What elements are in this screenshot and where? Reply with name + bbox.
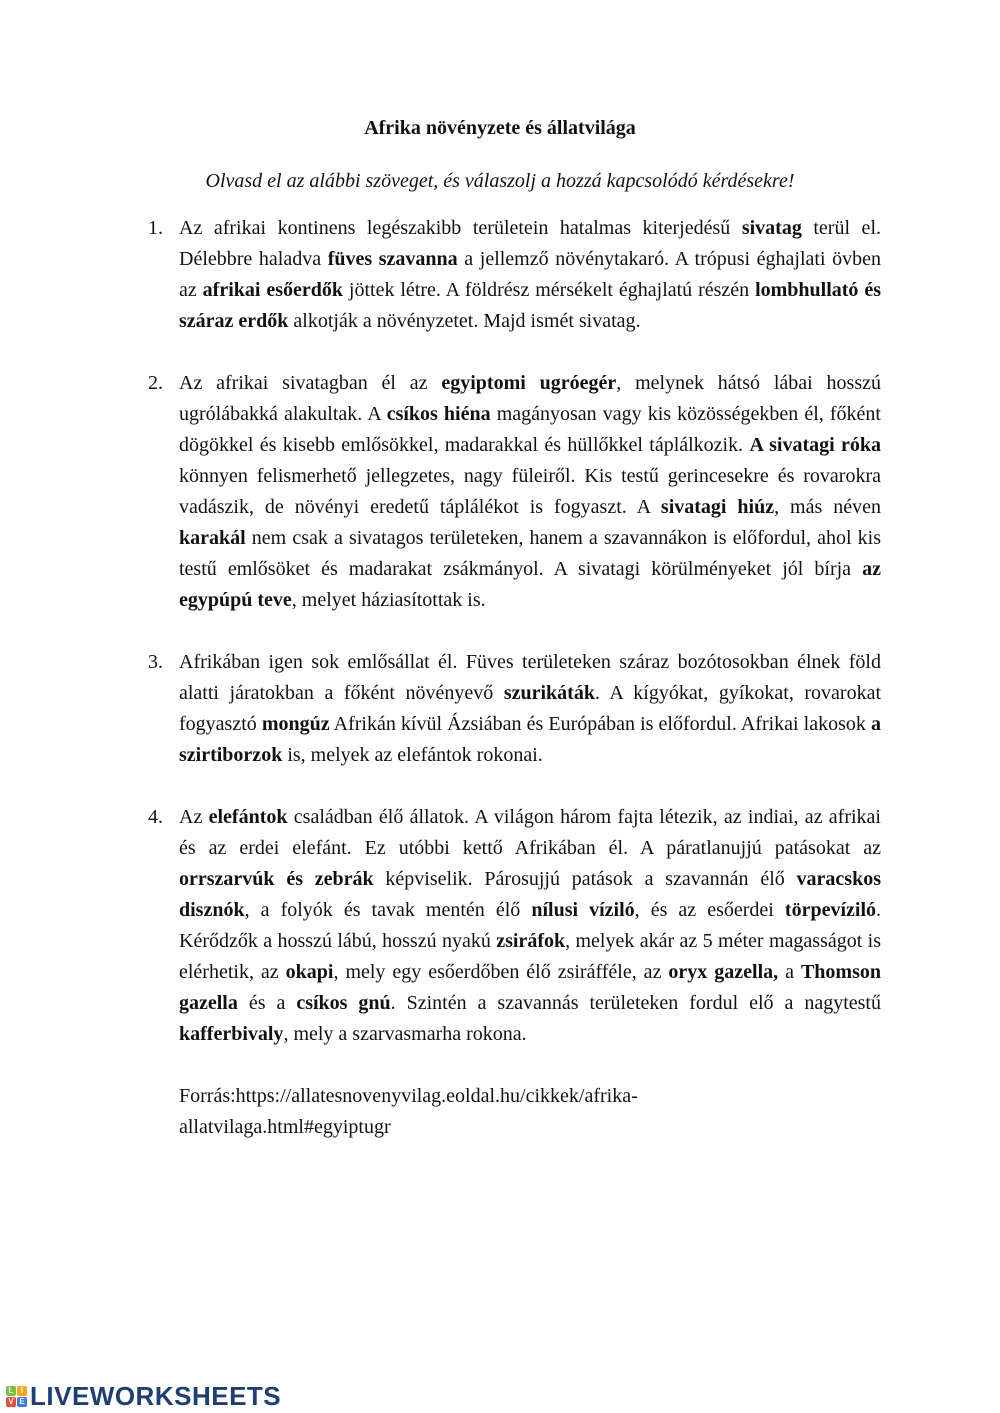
text-segment: könnyen felismerhető jellegzetes, nagy füleiről. Kis testű gerincesekre és rovarokra vadászik, de növényi eredetű táplálékot is fogyaszt. A	[179, 465, 881, 518]
text-segment: jöttek létre. A földrész mérsékelt éghajlatú részén	[343, 279, 756, 301]
logo-letter: I	[17, 1386, 27, 1396]
logo-letter: L	[6, 1386, 16, 1396]
text-segment: , a folyók és tavak mentén élő	[244, 899, 532, 921]
bold-term: afrikai esőerdők	[202, 279, 343, 301]
logo-text: LIVEWORKSHEETS	[30, 1381, 282, 1411]
bold-term: sivatag	[741, 217, 802, 239]
bold-term: füves szavanna	[327, 248, 458, 270]
text-segment: , melyek akár az 5 méter magasságot is elérhetik, az	[179, 930, 881, 983]
text-segment: nem csak a sivatagos területeken, hanem a szavannákon is előfordul, ahol kis testű emlősöket és madarakat zsákmányol. A sivatagi körülményeket jól bírja	[179, 527, 881, 580]
instructions: Olvasd el az alábbi szöveget, és válaszolj a hozzá kapcsolódó kérdésekre!	[205, 170, 795, 192]
text-segment: Afrikában igen sok emlősállat él. Füves területeken száraz bozótosokban élnek föld alatti járatokban a főként növényevő	[179, 651, 881, 704]
bold-term: A sivatagi róka	[749, 434, 881, 456]
text-segment: a	[778, 961, 801, 983]
paragraph-number: 1.	[148, 217, 163, 239]
numbered-paragraph	[148, 213, 882, 337]
text-segment: Az	[179, 806, 209, 828]
paragraph-number: 2.	[148, 372, 163, 394]
paragraph-number: 4.	[148, 806, 163, 828]
text-segment: terül el. Délebbre haladva	[179, 217, 881, 270]
bold-term: sivatagi hiúz	[660, 496, 775, 518]
text-segment: , és az esőerdei	[634, 899, 785, 921]
text-segment: és a	[237, 992, 297, 1014]
text-segment: a jellemző növénytakaró. A trópusi éghajlati övben az	[179, 248, 882, 301]
text-segment: képviselik. Párosujjú patások a szavannán élő	[373, 868, 797, 890]
bold-term: mongúz	[261, 713, 330, 735]
numbered-paragraph	[148, 647, 881, 771]
text-segment: Afrikán kívül Ázsiában és Európában is előfordul. Afrikai lakosok	[329, 713, 871, 735]
logo-icon	[6, 1386, 27, 1407]
text-segment: . Kérődzők a hosszú lábú, hosszú nyakú	[179, 899, 882, 952]
bold-term: okapi	[285, 961, 334, 983]
bold-term: varacskos disznók	[179, 868, 881, 921]
bold-term: oryx gazella,	[668, 961, 779, 983]
text-segment: , melyet háziasítottak is.	[291, 589, 486, 611]
text-segment: , mely egy esőerdőben élő zsiráfféle, az	[333, 961, 669, 983]
bold-term: egyiptomi ugróegér	[441, 372, 617, 394]
text-segment: is, melyek az elefántok rokonai.	[282, 744, 543, 766]
source-citation	[179, 1081, 881, 1143]
bold-term: Thomson gazella	[179, 961, 881, 1014]
logo-letter: E	[17, 1397, 27, 1407]
bold-term: elefántok	[208, 806, 288, 828]
bold-term: szurikáták	[503, 682, 595, 704]
bold-term: a szirtiborzok	[179, 713, 881, 766]
page-title: Afrika növényzete és állatvilága	[364, 117, 636, 139]
bold-term: csíkos hiéna	[386, 403, 491, 425]
liveworksheets-logo	[6, 1381, 281, 1412]
bold-term: zsiráfok	[496, 930, 566, 952]
text-segment: . Szintén a szavannás területeken fordul elő a nagytestű	[390, 992, 881, 1014]
bold-term: lombhullató és száraz erdők	[179, 279, 881, 332]
text-segment: alkotják a növényzetet. Majd ismét sivatag.	[288, 310, 641, 332]
text-segment: Az afrikai kontinens legészakibb területein hatalmas kiterjedésű	[179, 217, 742, 239]
text-segment: , melynek hátsó lábai hosszú ugrólábakká alakultak. A	[179, 372, 881, 425]
paragraph-list	[148, 213, 882, 1143]
bold-term: törpevíziló	[784, 899, 877, 921]
text-segment: . A kígyókat, gyíkokat, rovarokat fogyasztó	[179, 682, 881, 735]
text-segment: magányosan vagy kis közösségekben él, főként dögökkel és kisebb emlősökkel, madarakkal és hüllőkkel táplálkozik.	[179, 403, 881, 456]
bold-term: orrszarvúk és zebrák	[179, 868, 374, 890]
bold-term: karakál	[179, 527, 246, 549]
text-segment: családban élő állatok. A világon három fajta létezik, az indiai, az afrikai és az erdei elefánt. Ez utóbbi kettő Afrikában él. A páratlanujjú patásokat az	[179, 806, 881, 859]
bold-term: az egypúpú teve	[179, 558, 881, 611]
bold-term: kafferbivaly	[179, 1023, 284, 1045]
bold-term: csíkos gnú	[296, 992, 391, 1014]
source-line: allatvilaga.html#egyiptugr	[179, 1116, 391, 1138]
source-line: Forrás:https://allatesnovenyvilag.eoldal.hu/cikkek/afrika-	[179, 1085, 638, 1107]
numbered-paragraph	[148, 802, 882, 1050]
text-segment: , mely a szarvasmarha rokona.	[283, 1023, 527, 1045]
text-segment: Az afrikai sivatagban él az	[179, 372, 442, 394]
logo-letter: V	[6, 1397, 16, 1407]
text-segment: , más néven	[774, 496, 881, 518]
bold-term: nílusi víziló	[531, 899, 635, 921]
paragraph-number: 3.	[148, 651, 163, 673]
numbered-paragraph	[148, 368, 881, 616]
